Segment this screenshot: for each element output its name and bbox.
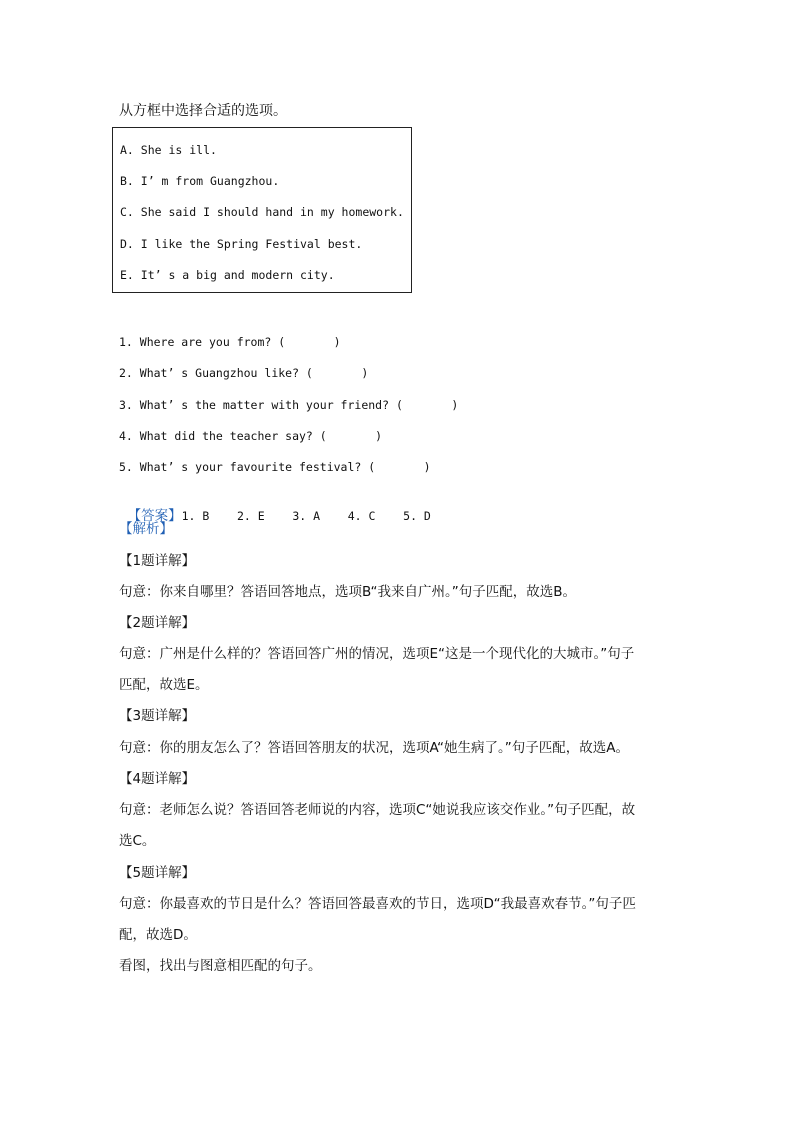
detail-text-1: 句意：你来自哪里？答语回答地点，选项B“我来自广州。”句子匹配，故选B。 (119, 584, 577, 600)
detail-heading-3: 【3题详解】 (119, 708, 196, 724)
option-b: B. I’ m from Guangzhou. (120, 174, 280, 188)
answer-label: 【答案】 (127, 508, 182, 524)
question-4: 4. What did the teacher say? ( ) (119, 429, 383, 443)
detail-heading-5: 【5题详解】 (119, 865, 196, 881)
question-1: 1. Where are you from? ( ) (119, 335, 341, 349)
question-2: 2. What’ s Guangzhou like? ( ) (119, 366, 369, 380)
option-e: E. It’ s a big and modern city. (120, 268, 335, 282)
answer-text: 1. B 2. E 3. A 4. C 5. D (181, 509, 431, 523)
detail-text-5a: 句意：你最喜欢的节日是什么？答语回答最喜欢的节日，选项D“我最喜欢春节。”句子匹 (119, 896, 636, 912)
question-3: 3. What’ s the matter with your friend? ( ) (119, 398, 459, 412)
detail-text-2b: 匹配，故选E。 (119, 677, 209, 693)
detail-heading-4: 【4题详解】 (119, 771, 196, 787)
detail-text-2a: 句意：广州是什么样的？答语回答广州的情况，选项E“这是一个现代化的大城市。”句子 (119, 646, 635, 662)
question-5: 5. What’ s your favourite festival? ( ) (119, 460, 431, 474)
detail-text-3: 句意：你的朋友怎么了？答语回答朋友的状况，选项A“她生病了。”句子匹配，故选A。 (119, 740, 629, 756)
detail-text-5b: 配，故选D。 (119, 927, 197, 943)
footer-instruction: 看图，找出与图意相匹配的句子。 (119, 958, 322, 974)
option-a: A. She is ill. (120, 143, 217, 157)
option-d: D. I like the Spring Festival best. (120, 237, 363, 251)
option-c: C. She said I should hand in my homework. (120, 205, 404, 219)
instruction-text: 从方框中选择合适的选项。 (119, 103, 287, 119)
detail-text-4a: 句意：老师怎么说？答语回答老师说的内容，选项C“她说我应该交作业。”句子匹配，故 (119, 802, 636, 818)
options-box (112, 127, 412, 293)
detail-text-4b: 选C。 (119, 833, 156, 849)
detail-heading-1: 【1题详解】 (119, 553, 196, 569)
detail-heading-2: 【2题详解】 (119, 615, 196, 631)
analysis-label: 【解析】 (119, 521, 173, 537)
